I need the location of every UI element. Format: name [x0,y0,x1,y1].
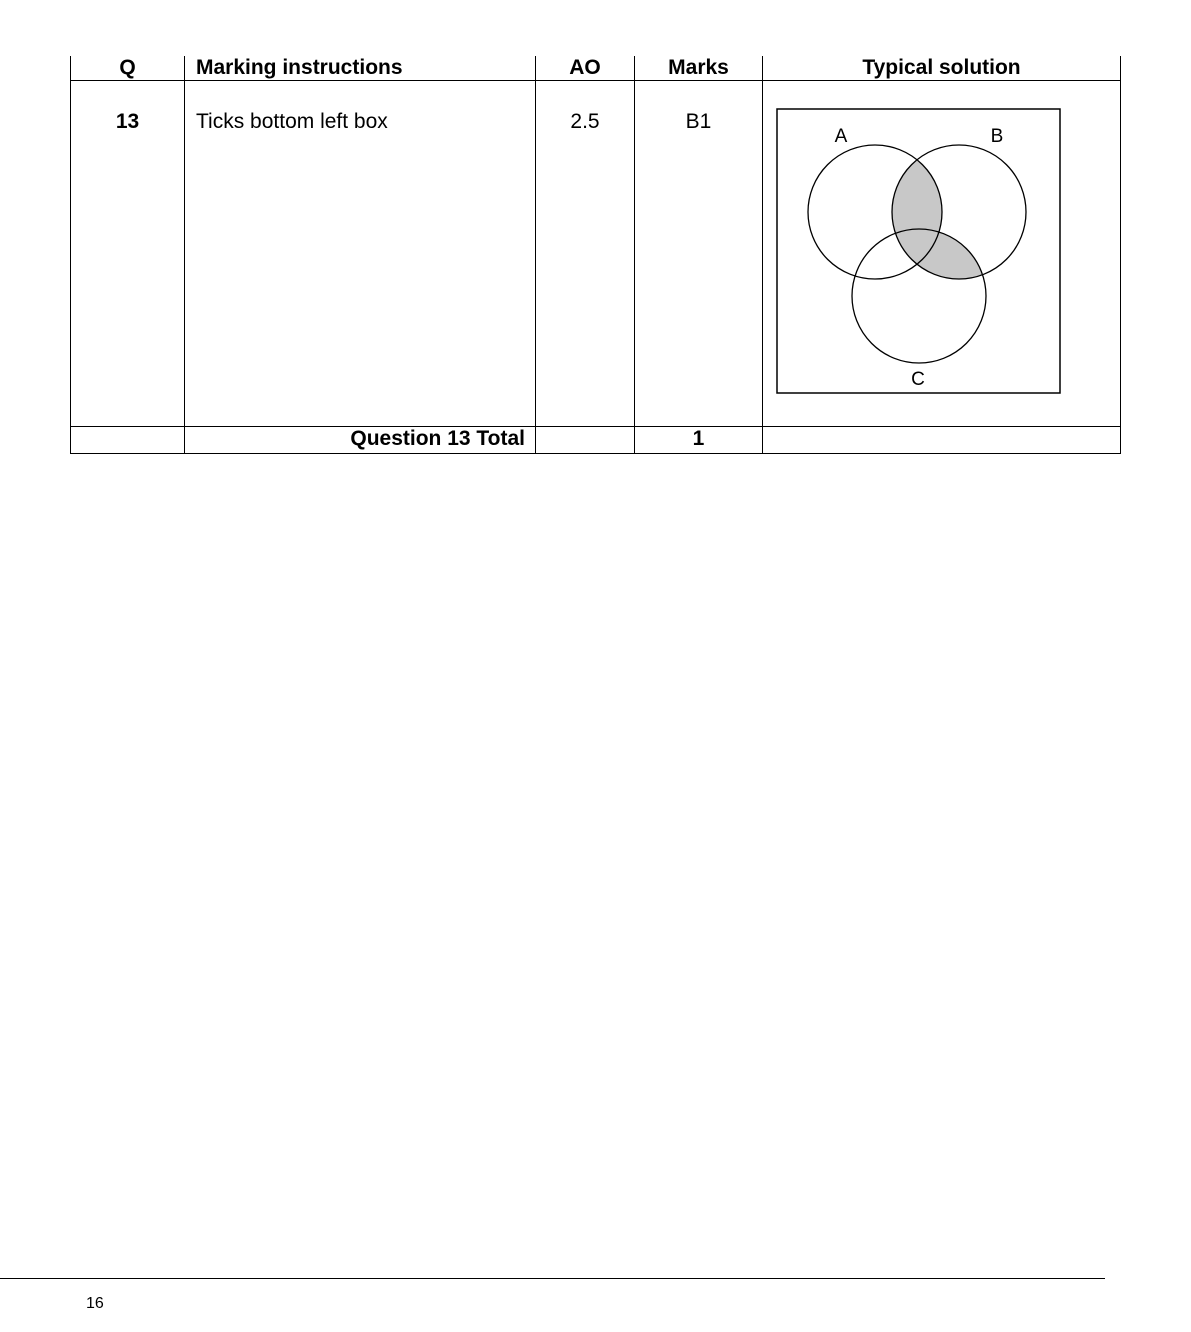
question-number: 13 [71,81,185,427]
assessment-objective: 2.5 [536,81,635,427]
total-solution-blank [763,427,1121,454]
mark-scheme-table [70,56,1121,454]
header-q: Q [71,56,185,81]
label-c: C [911,369,925,390]
shaded-region [892,145,1026,279]
total-ao-blank [536,427,635,454]
venn-diagram [776,108,1062,396]
footer-rule [0,1278,1105,1279]
question-total-label: Question 13 Total [185,427,536,454]
page-number: 16 [86,1295,104,1312]
typical-solution-cell [763,81,1121,427]
header-marks: Marks [635,56,763,81]
header-typical-solution: Typical solution [763,56,1121,81]
header-marking-instructions: Marking instructions [185,56,536,81]
label-a: A [834,126,848,147]
total-q-blank [71,427,185,454]
question-total-marks: 1 [635,427,763,454]
table-header-row [71,56,1121,81]
total-row [71,427,1121,454]
table-row [71,81,1121,427]
header-ao: AO [536,56,635,81]
marking-instruction: Ticks bottom left box [185,81,536,427]
label-b: B [990,126,1004,147]
marks-code: B1 [635,81,763,427]
